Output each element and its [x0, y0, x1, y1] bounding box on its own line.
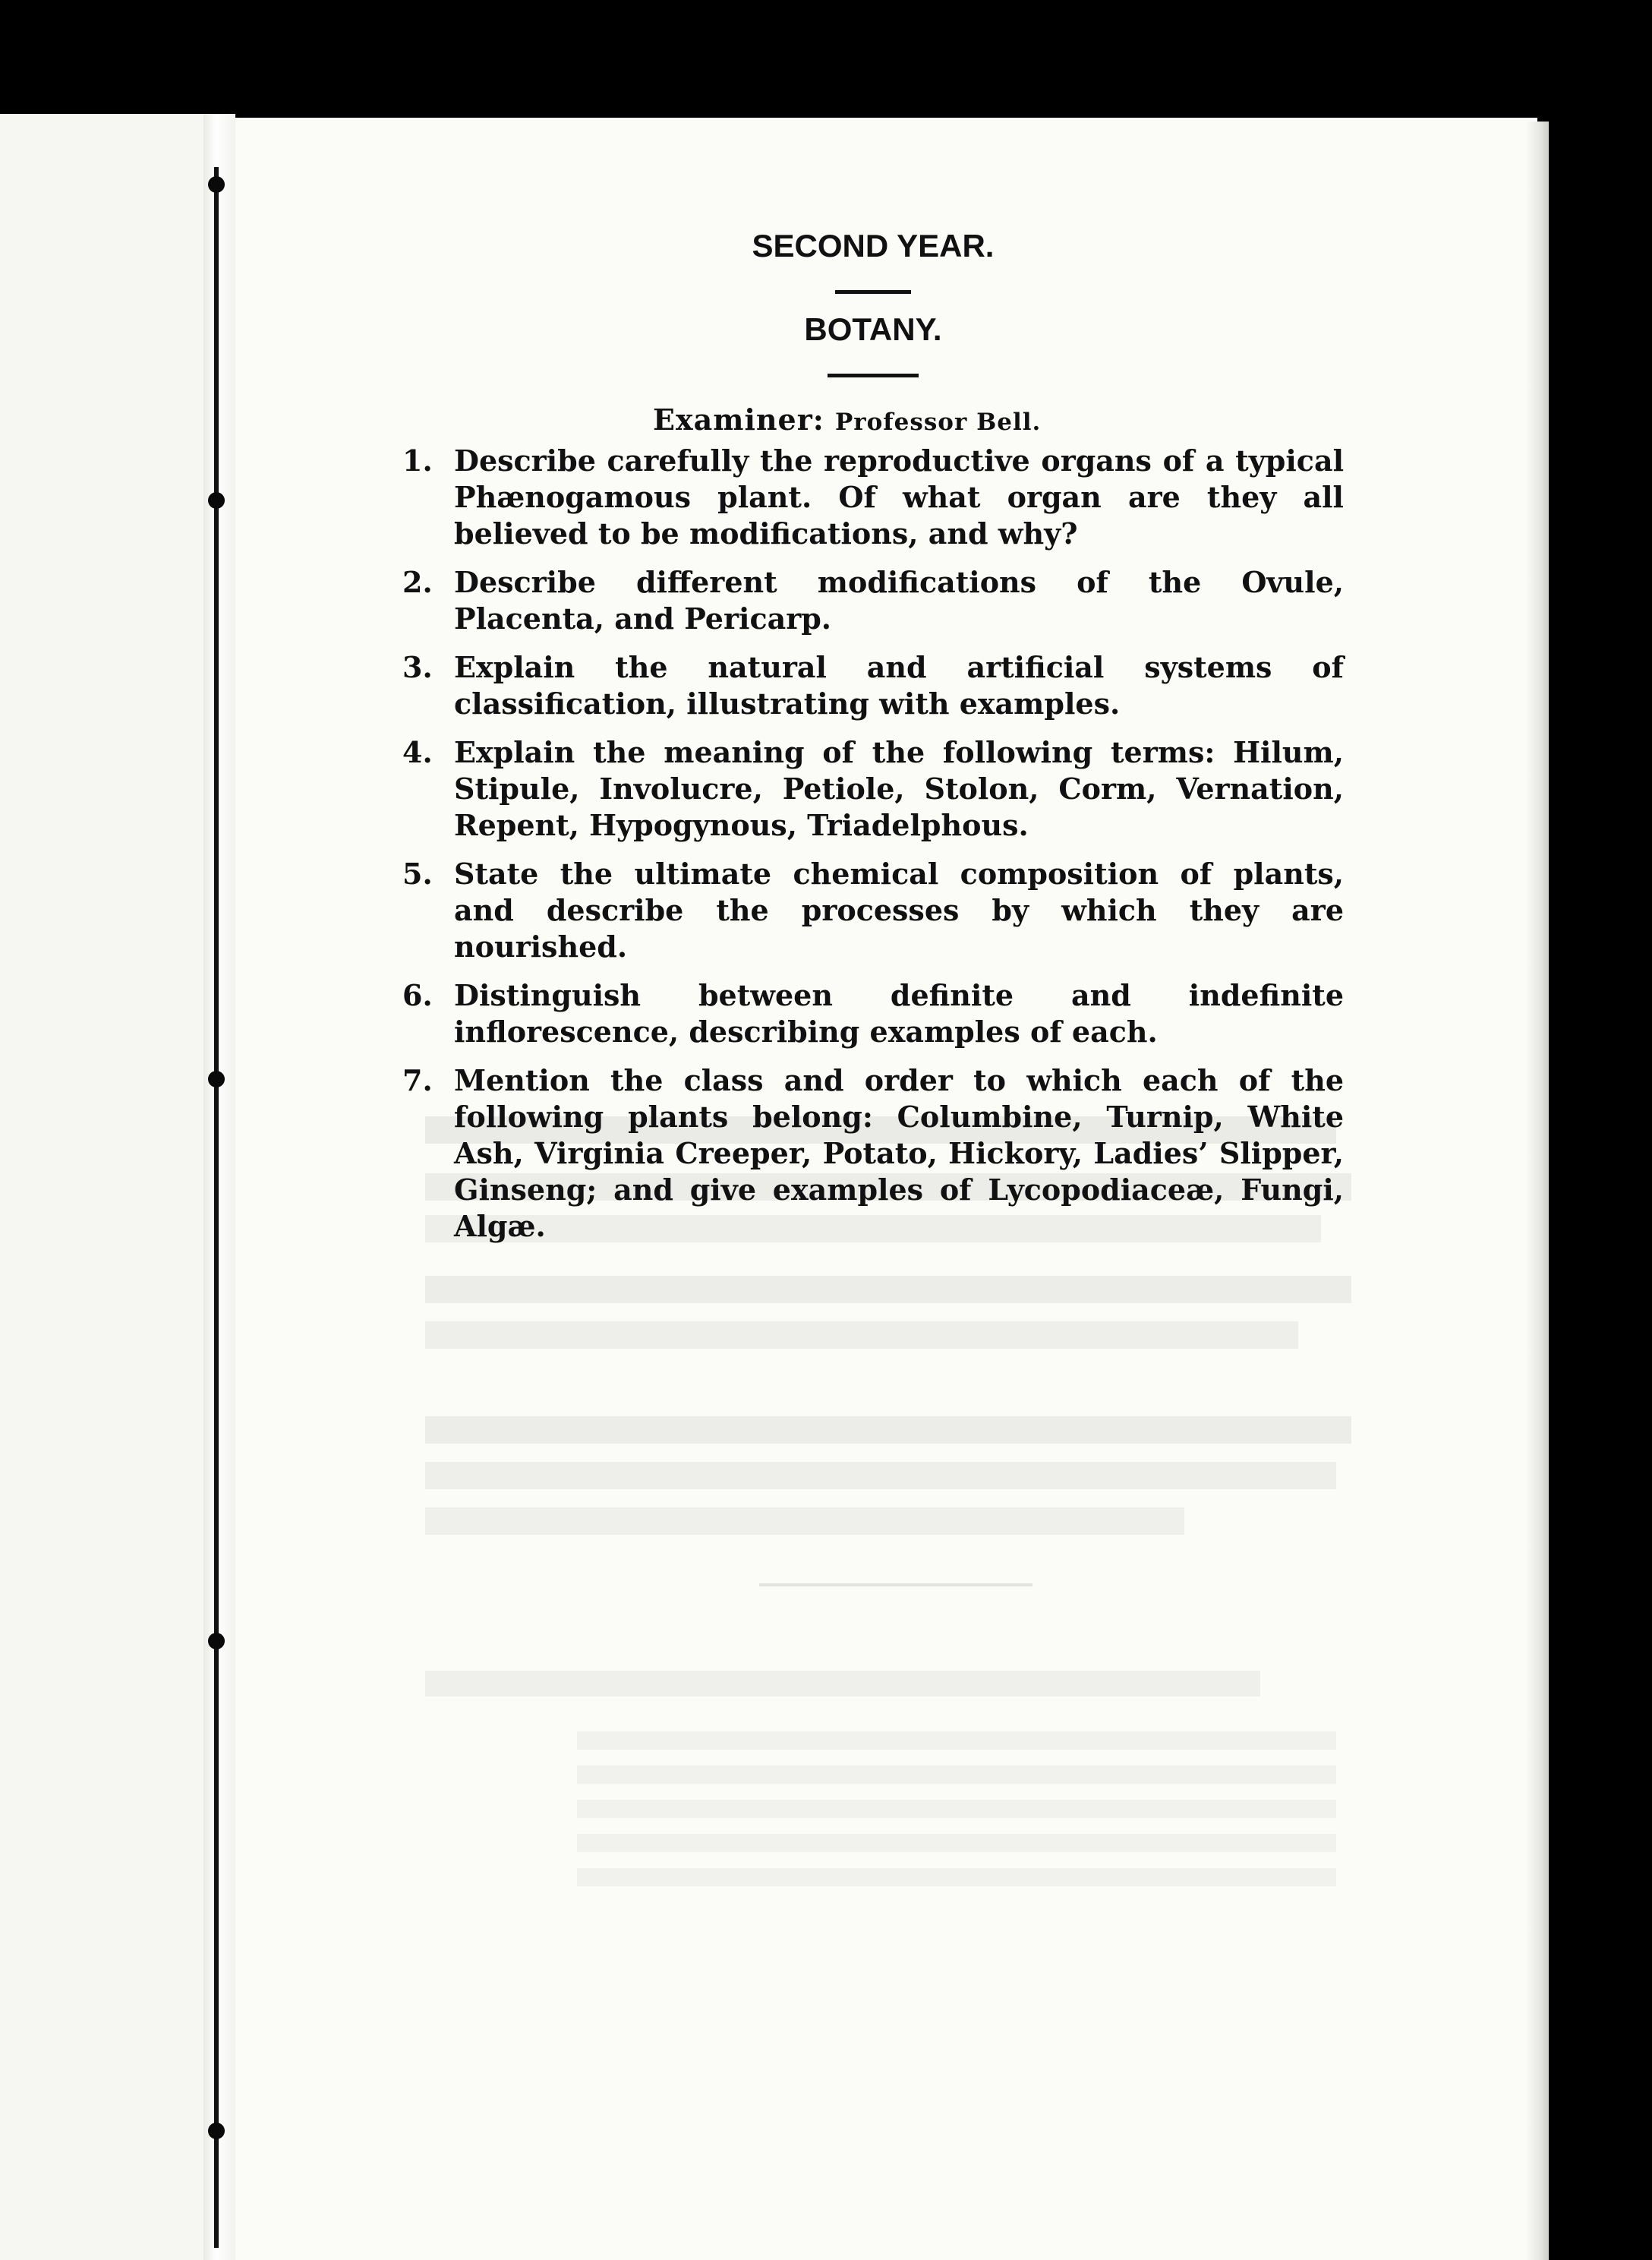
binding-thread [214, 167, 219, 2248]
question-item [402, 734, 1344, 844]
subject-title: BOTANY. [804, 311, 942, 347]
examiner-colon: : [812, 402, 835, 437]
question-item [402, 564, 1344, 637]
question-text: Describe different modifications of the Ovule, Placenta, and Pericarp. [454, 565, 1344, 636]
stitch-knot [208, 1071, 225, 1087]
question-item [402, 977, 1344, 1050]
question-number: 7. [402, 1063, 433, 1097]
question-item [402, 1062, 1344, 1245]
stitch-knot [208, 1633, 225, 1649]
page-edge-shadow [1526, 122, 1549, 2260]
question-text: Mention the class and order to which each of the following plants belong: Columbine, Turnip, White Ash, Virginia Creeper, Potato, Hickory, Ladies’ Slipper, Ginseng; and give examples of Lycopodiaceæ, Fungi, Algæ. [454, 1063, 1344, 1243]
question-text: Describe carefully the reproductive organs of a typical Phænogamous plant. Of what organ are they all believed to be modifications, and why? [454, 443, 1344, 551]
question-text: State the ultimate chemical composition of plants, and describe the processes by which they are nourished. [454, 857, 1344, 964]
scan-border-top [0, 0, 1652, 114]
stitch-knot [208, 492, 225, 509]
stitch-knot [208, 2123, 225, 2139]
stitch-knot [208, 176, 225, 193]
subject-rule [828, 374, 919, 377]
question-text: Explain the meaning of the following terms: Hilum, Stipule, Involucre, Petiole, Stolon, Corm, Vernation, Repent, Hypogynous, Triadelphous. [454, 735, 1344, 842]
facing-page [0, 114, 213, 2260]
examiner-line [653, 402, 1041, 437]
binding-gutter [203, 114, 235, 2260]
question-number: 6. [402, 978, 433, 1012]
question-number: 2. [402, 565, 433, 599]
question-text: Distinguish between definite and indefinite inflorescence, describing examples of each. [454, 978, 1344, 1049]
heading-rule [835, 290, 911, 294]
question-number: 1. [402, 443, 433, 478]
question-item [402, 443, 1344, 552]
question-number: 3. [402, 650, 433, 684]
question-list [402, 443, 1344, 1257]
question-item [402, 649, 1344, 722]
question-text: Explain the natural and artificial systems of classification, illustrating with examples. [454, 650, 1344, 721]
question-number: 4. [402, 735, 433, 769]
examiner-name: Professor Bell. [834, 409, 1042, 436]
question-item [402, 856, 1344, 965]
page-heading: SECOND YEAR. [752, 228, 995, 264]
question-number: 5. [402, 857, 433, 891]
scan-border-right [1549, 114, 1652, 2260]
examiner-label: Examiner [653, 402, 813, 437]
